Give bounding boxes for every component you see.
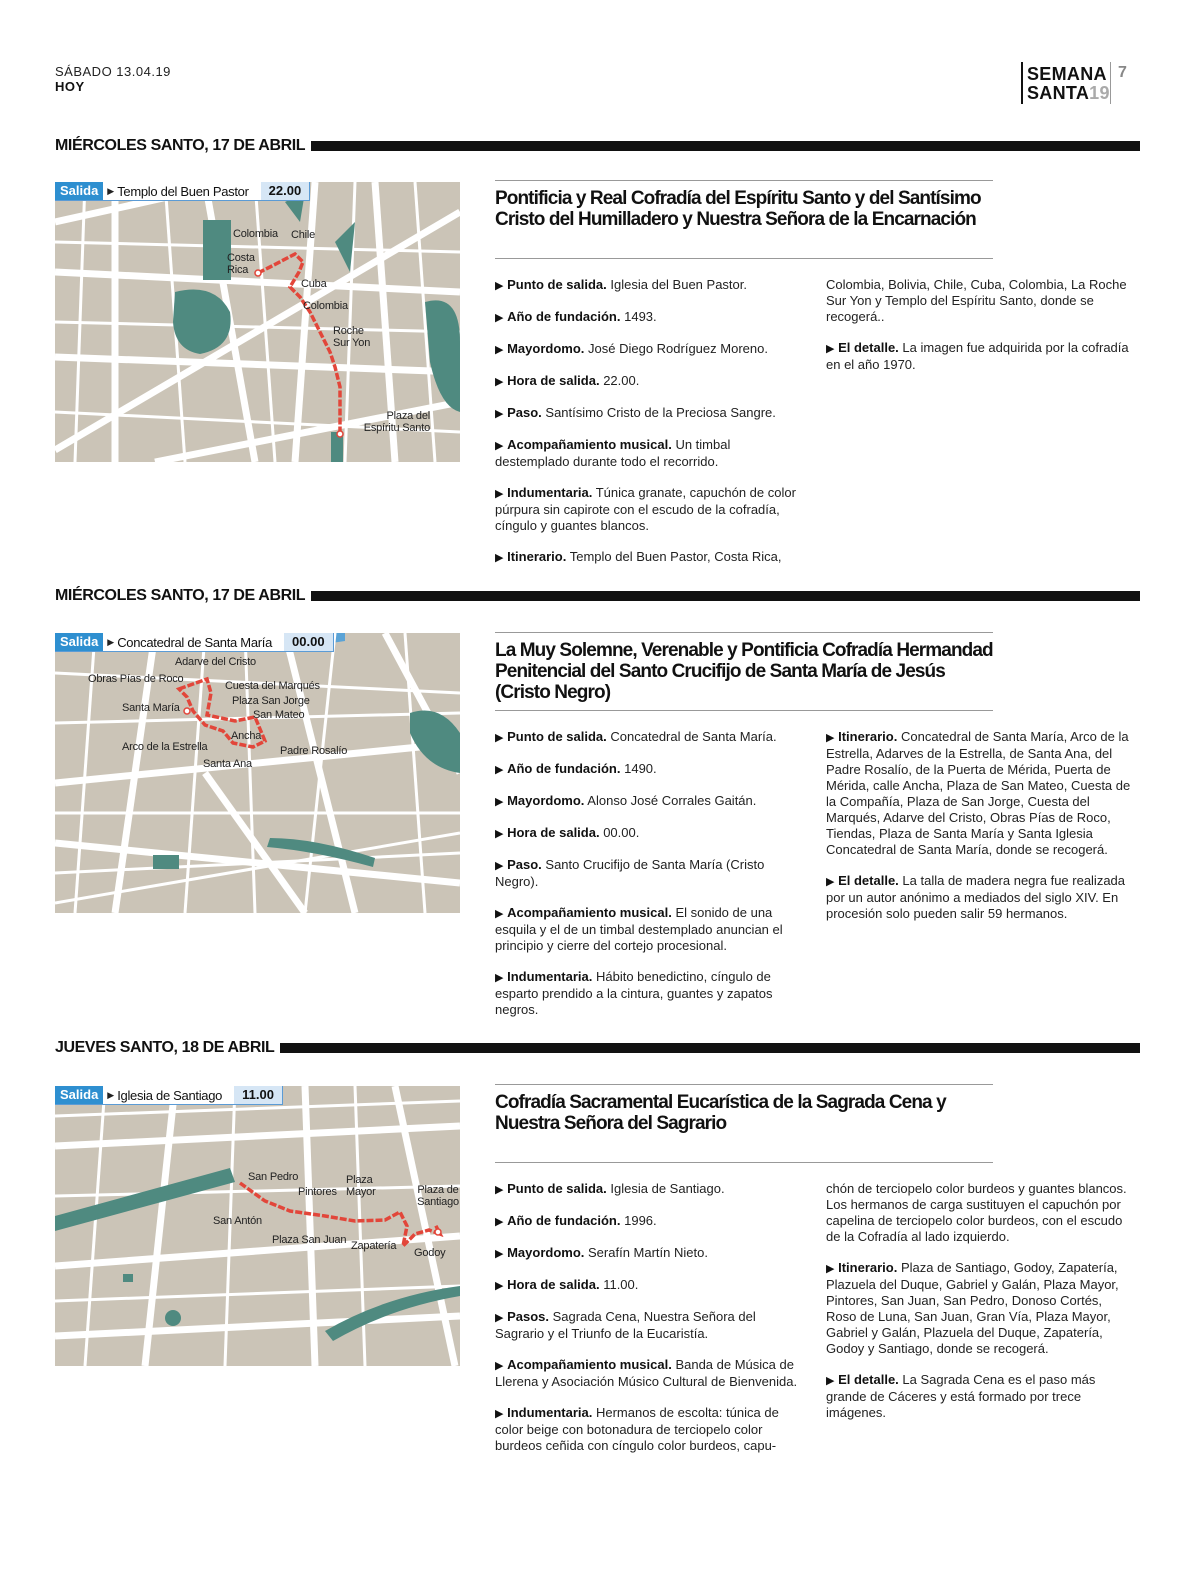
day-label: MIÉRCOLES SANTO, 17 DE ABRIL xyxy=(55,587,306,604)
bullet-triangle-icon: ▶ xyxy=(495,1216,504,1228)
fact-text: Un timbal destemplado durante todo el recorrido. xyxy=(495,437,731,469)
bullet-triangle-icon: ▶ xyxy=(495,1248,504,1260)
fact-item xyxy=(495,549,803,566)
fact-text: Iglesia de Santiago. xyxy=(610,1181,725,1196)
fact-item xyxy=(495,1213,803,1230)
bullet-triangle-icon: ▶ xyxy=(826,732,835,744)
rule xyxy=(495,710,993,711)
page-number: 7 xyxy=(1118,64,1127,81)
bullet-triangle-icon: ▶ xyxy=(495,344,504,356)
fact-label: Año de fundación. xyxy=(507,1213,621,1228)
route-map xyxy=(55,633,460,913)
map-label: Plaza del Espíritu Santo xyxy=(363,410,430,434)
map-label: Santa Ana xyxy=(203,758,252,770)
fact-continuation: chón de terciopelo color burdeos y guantes blancos. Los hermanos de carga sustituyen el capuchón por capelina de terciopelo color burdeos, con el escudo de la Cofradía al lado izquierdo. xyxy=(826,1181,1127,1244)
fact-text: 22.00. xyxy=(603,373,640,388)
day-banner xyxy=(55,136,1140,156)
start-place: Concatedral de Santa María xyxy=(117,634,273,650)
fact-text: Banda de Música de Llerena y Asociación Músico Cultural de Bienvenida. xyxy=(495,1357,798,1389)
section-brand-line2 xyxy=(1027,83,1110,103)
map-label: Ancha xyxy=(231,730,262,742)
issue-date: SÁBADO 13.04.19 xyxy=(55,64,171,79)
fact-item xyxy=(495,405,803,422)
fact-item xyxy=(495,1181,803,1198)
fact-label: Paso. xyxy=(507,405,542,420)
fact-label: Hora de salida. xyxy=(507,373,600,388)
map-label: Pintores xyxy=(298,1186,337,1198)
fact-item xyxy=(826,1372,1134,1421)
fact-label: Punto de salida. xyxy=(507,1181,607,1196)
map-label: Colombia xyxy=(303,300,348,312)
fact-label: Itinerario. xyxy=(838,729,898,744)
bullet-triangle-icon: ▶ xyxy=(495,280,504,292)
map-label: Cuba xyxy=(301,278,327,290)
bullet-triangle-icon: ▶ xyxy=(826,343,835,355)
fact-label: El detalle. xyxy=(838,873,899,888)
fact-item xyxy=(495,825,803,842)
fact-text: 1996. xyxy=(624,1213,657,1228)
article-column-right xyxy=(826,1181,1134,1436)
fact-text: 00.00. xyxy=(603,825,640,840)
bullet-triangle-icon: ▶ xyxy=(495,312,504,324)
map-label: Colombia xyxy=(233,228,278,240)
fact-label: Paso. xyxy=(507,857,542,872)
article-column-left xyxy=(495,1181,803,1469)
fact-text: Alonso José Corrales Gaitán. xyxy=(587,793,757,808)
bullet-triangle-icon: ▶ xyxy=(495,732,504,744)
salida-tag: Salida xyxy=(55,1086,103,1104)
fact-text: Concatedral de Santa María, Arco de la Estrella, Adarves de la Estrella, de Santa Ana, del Padre Rosalío, de la Puerta de Mérida, Puerta de Mérida, calle Ancha, Plaza de San Mateo, Cuesta de la Compañía, Plaza de San Jorge, Cuesta del Marqués, Adarve del Cristo, Obras Pías de Roco, Tiendas, Plaza de Santa María y Santa Iglesia Concatedral de Santa María, donde se recogerá. xyxy=(826,729,1131,857)
map-label: Roche Sur Yon xyxy=(333,325,371,349)
arrow-icon: ▶ xyxy=(107,1089,115,1100)
fact-label: Indumentaria. xyxy=(507,1405,593,1420)
bullet-triangle-icon: ▶ xyxy=(495,488,504,500)
salida-info xyxy=(55,633,334,652)
fact-item xyxy=(495,1309,803,1342)
rule xyxy=(495,258,993,259)
map-label: Arco de la Estrella xyxy=(122,741,208,753)
fact-label: Mayordomo. xyxy=(507,341,585,356)
map-label: San Mateo xyxy=(253,709,305,721)
bullet-triangle-icon: ▶ xyxy=(495,408,504,420)
fact-item xyxy=(826,340,1134,373)
map-label: Adarve del Cristo xyxy=(175,656,256,668)
banner-rule xyxy=(311,591,1140,601)
map-label: Plaza de Santiago xyxy=(417,1184,459,1208)
article-title: Pontificia y Real Cofradía del Espíritu Santo y del Santísimo Cristo del Humilladero y Nuestra Señora de la Encarnación xyxy=(495,188,981,230)
map-label: Plaza San Jorge xyxy=(232,695,310,707)
day-label: MIÉRCOLES SANTO, 17 DE ABRIL xyxy=(55,137,306,154)
fact-text: La talla de madera negra fue realizada por un autor anónimo a mediados del siglo XIV. En procesión solo pueden salir 59 hermanos. xyxy=(826,873,1126,921)
fact-item xyxy=(826,873,1134,922)
fact-text: 1493. xyxy=(624,309,657,324)
map-label: Cuesta del Marqués xyxy=(225,680,320,692)
map-label: Costa Rica xyxy=(227,252,255,276)
fact-text: Santo Crucifijo de Santa María (Cristo Negro). xyxy=(495,857,765,889)
fact-item xyxy=(826,1260,1134,1357)
article-column-right xyxy=(826,729,1134,937)
brand-bar xyxy=(1021,62,1023,104)
bullet-triangle-icon: ▶ xyxy=(826,876,835,888)
article-title: La Muy Solemne, Verenable y Pontificia Cofradía Hermandad Penitencial del Santo Crucifijo de Santa María de Jesús (Cristo Negro) xyxy=(495,640,993,703)
map-label: Padre Rosalío xyxy=(280,745,348,757)
bullet-triangle-icon: ▶ xyxy=(495,1360,504,1372)
fact-text: Serafín Martín Nieto. xyxy=(588,1245,708,1260)
bullet-triangle-icon: ▶ xyxy=(495,908,504,920)
fact-label: El detalle. xyxy=(838,1372,899,1387)
start-place: Templo del Buen Pastor xyxy=(117,183,249,199)
route-map xyxy=(55,182,460,462)
fact-item xyxy=(495,341,803,358)
fact-text: El sonido de una esquila y el de un timbal destemplado anuncian el principio y cierre del cortejo procesional. xyxy=(495,905,783,953)
day-label: JUEVES SANTO, 18 DE ABRIL xyxy=(55,1039,275,1056)
bullet-triangle-icon: ▶ xyxy=(495,552,504,564)
day-banner xyxy=(55,1038,1140,1058)
article-column-left xyxy=(495,729,803,1033)
fact-label: Itinerario. xyxy=(838,1260,898,1275)
article-column-right xyxy=(826,277,1134,388)
map-label: Plaza Mayor xyxy=(346,1174,376,1198)
fact-item xyxy=(495,1357,803,1390)
bullet-triangle-icon: ▶ xyxy=(495,1408,504,1420)
bullet-triangle-icon: ▶ xyxy=(495,796,504,808)
fact-text: José Diego Rodríguez Moreno. xyxy=(588,341,768,356)
bullet-triangle-icon: ▶ xyxy=(495,828,504,840)
fact-item xyxy=(495,309,803,326)
fact-text: 1490. xyxy=(624,761,657,776)
fact-text: La Sagrada Cena es el paso más grande de Cáceres y está formado por trece imágenes. xyxy=(826,1372,1096,1420)
arrow-icon: ▶ xyxy=(107,636,115,647)
fact-item xyxy=(495,761,803,778)
start-place: Iglesia de Santiago xyxy=(117,1087,223,1103)
fact-label: Indumentaria. xyxy=(507,485,593,500)
rule xyxy=(495,180,993,181)
fact-item xyxy=(495,857,803,890)
map-label: Chile xyxy=(291,229,316,241)
fact-label: Punto de salida. xyxy=(507,729,607,744)
fact-text: Iglesia del Buen Pastor. xyxy=(610,277,747,292)
fact-text: Santísimo Cristo de la Preciosa Sangre. xyxy=(545,405,776,420)
fact-label: Año de fundación. xyxy=(507,761,621,776)
bullet-triangle-icon: ▶ xyxy=(826,1375,835,1387)
fact-text: Sagrada Cena, Nuestra Señora del Sagrario y el Triunfo de la Eucaristía. xyxy=(495,1309,756,1341)
fact-label: El detalle. xyxy=(838,340,899,355)
bullet-triangle-icon: ▶ xyxy=(495,440,504,452)
fact-text: Concatedral de Santa María. xyxy=(610,729,777,744)
fact-item xyxy=(495,793,803,810)
salida-info xyxy=(55,1086,283,1105)
fact-continuation: Colombia, Bolivia, Chile, Cuba, Colombia, La Roche Sur Yon y Templo del Espíritu Santo, donde se recogerá.. xyxy=(826,277,1127,324)
bullet-triangle-icon: ▶ xyxy=(495,972,504,984)
bullet-triangle-icon: ▶ xyxy=(495,1184,504,1196)
salida-info xyxy=(55,182,310,201)
day-banner xyxy=(55,586,1140,606)
map-label: San Pedro xyxy=(248,1171,299,1183)
fact-item xyxy=(495,1277,803,1294)
fact-label: Mayordomo. xyxy=(507,1245,585,1260)
banner-rule xyxy=(280,1043,1140,1053)
fact-text: Hermanos de escolta: túnica de color beige con botonadura de terciopelo color burdeos ceñida con cíngulo color burdeos, capu- xyxy=(495,1405,779,1453)
fact-item xyxy=(495,373,803,390)
fact-item xyxy=(826,729,1134,858)
rule xyxy=(495,632,993,633)
article-title: Cofradía Sacramental Eucarística de la Sagrada Cena y Nuestra Señora del Sagrario xyxy=(495,1092,946,1134)
bullet-triangle-icon: ▶ xyxy=(495,376,504,388)
banner-rule xyxy=(311,141,1140,151)
fact-label: Itinerario. xyxy=(507,549,567,564)
start-time: 22.00 xyxy=(261,182,310,200)
salida-tag: Salida xyxy=(55,633,103,651)
fact-label: Indumentaria. xyxy=(507,969,593,984)
fact-label: Hora de salida. xyxy=(507,825,600,840)
route-map xyxy=(55,1086,460,1366)
rule xyxy=(495,1084,993,1085)
fact-text: Túnica granate, capuchón de color púrpura sin capirote con el escudo de la cofradía, cíngulo y guantes blancos. xyxy=(495,485,796,533)
fact-text: Plaza de Santiago, Godoy, Zapatería, Plazuela del Duque, Gabriel y Galán, Plaza Mayor, Pintores, San Juan, San Pedro, Donoso Cortés, Roso de Luna, San Juan, Gran Vía, Plaza Mayor, Gabriel y Galán, Plazuela del Duque, Zapatería, Godoy y Santiago, donde se recogerá. xyxy=(826,1260,1119,1356)
fact-item xyxy=(495,485,803,534)
arrow-icon: ▶ xyxy=(107,185,115,196)
brand-separator xyxy=(1110,62,1111,104)
bullet-triangle-icon: ▶ xyxy=(826,1263,835,1275)
fact-label: Acompañamiento musical. xyxy=(507,437,672,452)
bullet-triangle-icon: ▶ xyxy=(495,1312,504,1324)
fact-label: Acompañamiento musical. xyxy=(507,905,672,920)
map-label: Santa María xyxy=(122,702,180,714)
start-time: 11.00 xyxy=(234,1086,282,1104)
bullet-triangle-icon: ▶ xyxy=(495,764,504,776)
fact-label: Pasos. xyxy=(507,1309,550,1324)
fact-text: 11.00. xyxy=(603,1277,639,1292)
fact-text: Hábito benedictino, cíngulo de esparto prendido a la cintura, guantes y zapatos negros. xyxy=(495,969,773,1017)
fact-item xyxy=(495,729,803,746)
salida-tag: Salida xyxy=(55,182,103,200)
bullet-triangle-icon: ▶ xyxy=(495,1280,504,1292)
fact-label: Hora de salida. xyxy=(507,1277,600,1292)
fact-item xyxy=(495,905,803,954)
bullet-triangle-icon: ▶ xyxy=(495,860,504,872)
start-time: 00.00 xyxy=(284,633,333,651)
brand-year: 19 xyxy=(1089,83,1110,103)
article-column-left xyxy=(495,277,803,581)
fact-label: Año de fundación. xyxy=(507,309,621,324)
rule xyxy=(495,1162,993,1163)
map-label: Obras Pías de Roco xyxy=(88,673,184,685)
fact-text: Templo del Buen Pastor, Costa Rica, xyxy=(569,549,782,564)
brand-word: SANTA xyxy=(1027,83,1090,103)
fact-item xyxy=(495,437,803,470)
map-label: Zapatería xyxy=(351,1240,397,1252)
fact-label: Mayordomo. xyxy=(507,793,585,808)
section-brand-line1: SEMANA xyxy=(1027,64,1107,84)
newspaper-name: HOY xyxy=(55,79,85,94)
fact-label: Punto de salida. xyxy=(507,277,607,292)
map-label: Godoy xyxy=(414,1247,446,1259)
fact-item xyxy=(495,1405,803,1454)
fact-label: Acompañamiento musical. xyxy=(507,1357,672,1372)
fact-item xyxy=(495,277,803,294)
fact-text: La imagen fue adquirida por la cofradía en el año 1970. xyxy=(826,340,1129,372)
fact-item xyxy=(495,969,803,1018)
fact-item xyxy=(495,1245,803,1262)
map-label: San Antón xyxy=(213,1215,262,1227)
map-label: Plaza San Juan xyxy=(272,1234,347,1246)
